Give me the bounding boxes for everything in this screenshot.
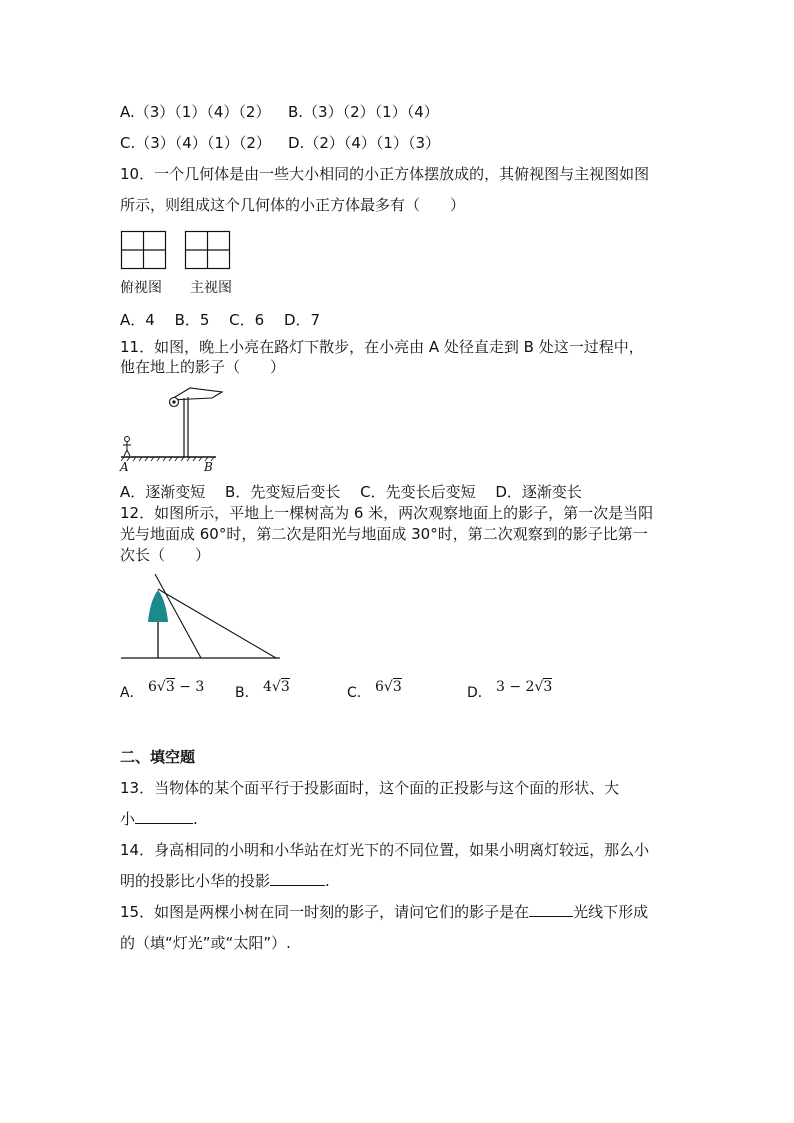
q11-streetlight-figure <box>118 384 228 474</box>
q9-options-row2 <box>120 133 440 153</box>
sqrt-icon: √ <box>534 679 544 695</box>
q12-option-b-radicand: 3 <box>280 679 290 695</box>
q15-answer-blank[interactable] <box>529 902 573 917</box>
sqrt-icon: √ <box>271 679 281 695</box>
q10-front-view-figure <box>184 230 232 272</box>
q11-text-line1: 11．如图，晚上小亮在路灯下散步，在小亮由 A 处径直走到 B 处这一过程中， <box>120 338 644 356</box>
q10-text-line2: 所示，则组成这个几何体的小正方体最多有（ ） <box>120 196 466 214</box>
q12-option-a-radicand: 3 <box>165 679 175 695</box>
q12-text-line2: 光与地面成 60°时，第二次是阳光与地面成 30°时，第二次观察到的影子比第一 <box>120 525 648 543</box>
q10-options: A．4 B．5 C．6 D．7 <box>120 311 321 329</box>
sqrt-icon: √ <box>156 679 166 695</box>
q12-option-b-value <box>263 678 290 696</box>
q11-label-b: B <box>204 460 213 474</box>
q15-text-line2: 的（填“灯光”或“太阳”）. <box>120 934 291 952</box>
q12-option-c-radicand: 3 <box>392 679 402 695</box>
q12-option-c-label: C． <box>347 685 371 701</box>
q12-option-d-coef: 3 − 2 <box>496 679 535 695</box>
q12-option-d-label: D． <box>467 685 492 701</box>
q13-text-line2: 小 . <box>120 810 198 828</box>
q11-text-line2: 他在地上的影子（ ） <box>120 358 286 376</box>
q15-text-line1: 15．如图是两棵小树在同一时刻的影子，请问它们的影子是在 光线下形成 <box>120 903 649 921</box>
q12-option-d-value <box>496 678 552 696</box>
q9-option-b: B.（3）（2）（1）（4） <box>288 103 439 121</box>
q12-tree-icon <box>148 590 168 622</box>
section-title-fill-in: 二、填空题 <box>120 748 196 766</box>
q11-options: A．逐渐变短 B．先变短后变长 C．先变长后变短 D．逐渐变长 <box>120 483 582 501</box>
q14-text-line1: 14．身高相同的小明和小华站在灯光下的不同位置，如果小明离灯较远，那么小 <box>120 841 650 859</box>
q12-option-c-value <box>375 678 402 696</box>
q12-option-b-coef: 4 <box>263 679 272 695</box>
q9-option-d: D.（2）（4）（1）（3） <box>288 134 440 152</box>
q9-option-c: C.（3）（4）（1）（2） <box>120 134 271 152</box>
q13-text-line1: 13．当物体的某个面平行于投影面时，这个面的正投影与这个面的形状、大 <box>120 779 620 797</box>
q12-option-c-coef: 6 <box>375 679 384 695</box>
q12-option-a-value <box>148 678 204 696</box>
q12-tree-shadow-figure <box>120 572 285 664</box>
q9-options-row1 <box>120 102 439 122</box>
q14-text-line2: 明的投影比小华的投影 . <box>120 872 330 890</box>
q12-option-d-radicand: 3 <box>543 679 553 695</box>
q9-option-a: A.（3）（1）（4）（2） <box>120 103 271 121</box>
q13-answer-blank[interactable] <box>135 809 193 824</box>
q10-text-line1: 10．一个几何体是由一些大小相同的小正方体摆放成的，其俯视图与主视图如图 <box>120 165 650 183</box>
q10-caption-front-view: 主视图 <box>190 280 232 296</box>
sqrt-icon: √ <box>383 679 393 695</box>
q11-label-a: A <box>120 460 129 474</box>
q12-option-a-coef: 6 <box>148 679 157 695</box>
q12-option-a-label: A． <box>120 685 144 701</box>
q14-answer-blank[interactable] <box>270 871 325 886</box>
q12-option-b-label: B． <box>235 685 259 701</box>
q10-caption-top-view: 俯视图 <box>120 280 162 296</box>
q12-text-line1: 12．如图所示，平地上一棵树高为 6 米，两次观察地面上的影子，第一次是当阳 <box>120 504 654 522</box>
q12-text-line3: 次长（ ） <box>120 546 211 564</box>
q10-top-view-figure <box>120 230 168 272</box>
q12-option-a-tail: − 3 <box>174 679 205 695</box>
